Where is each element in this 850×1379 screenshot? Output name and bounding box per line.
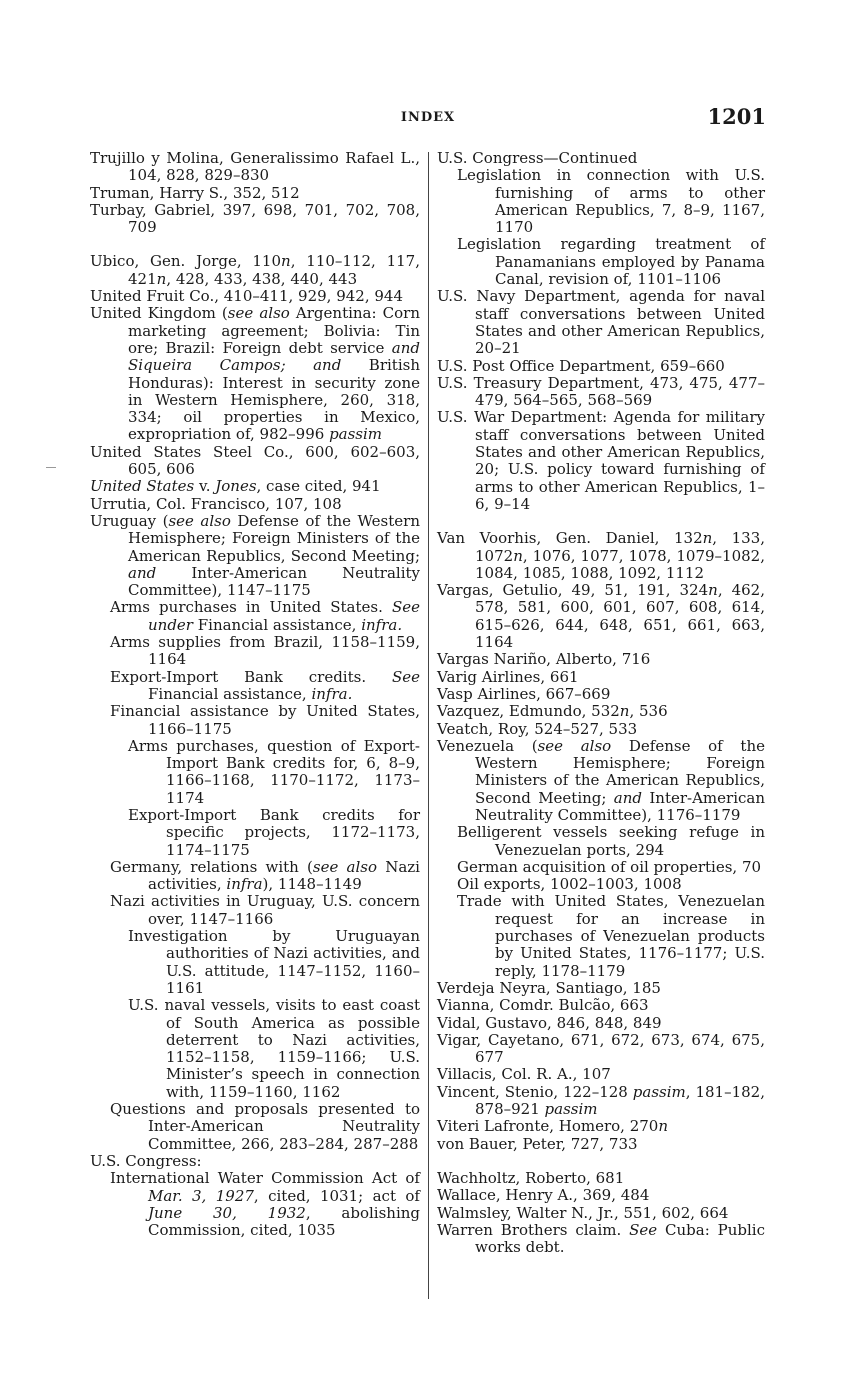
entry-text: see also (312, 857, 378, 876)
entry-text: Warren Brothers claim. (437, 1220, 630, 1239)
entry-text: International Water Commission Act of (110, 1169, 420, 1188)
entry-text: see also (168, 511, 231, 530)
entry-text: n (702, 529, 713, 548)
index-entry (437, 1205, 765, 1222)
entry-text: , abolishing Commission, cited, 1035 (148, 1203, 420, 1240)
index-entry (437, 1066, 765, 1083)
margin-mark (46, 467, 56, 468)
entry-text: Export-Import Bank credits for specific projects, 1172–1173, 1174–1175 (128, 805, 420, 859)
entry-text: See under (148, 598, 420, 634)
index-entry (437, 1118, 765, 1135)
entry-text: n (619, 702, 630, 721)
entry-text: Nazi activities, (148, 857, 420, 894)
entry-text: passim (632, 1082, 686, 1101)
entry-text: Export-Import Bank credits. (110, 667, 392, 686)
index-entry (90, 305, 420, 443)
index-subentry (437, 859, 765, 876)
index-entry (437, 1032, 765, 1067)
entry-text: U.S. Congress—Continued (437, 149, 638, 167)
index-entry (437, 1222, 765, 1257)
entry-text: Vincent, Stenio, 122–128 (437, 1082, 633, 1101)
index-entry (90, 253, 420, 288)
entry-text: U.S. War Department: Agenda for military staff conversations between United States and other American Republics, 20; U.S. policy toward furnishing of arms to other American Republics, 1–6, 9–14 (437, 408, 765, 513)
entry-text: Walmsley, Walter N., Jr., 551, 602, 664 (437, 1203, 729, 1222)
entry-text: See (391, 667, 420, 686)
entry-text: see also (537, 736, 612, 755)
entry-text: United States Steel Co., 600, 602–603, 605, 606 (90, 442, 420, 479)
entry-text: Wallace, Henry A., 369, 484 (437, 1186, 650, 1205)
entry-text: Questions and proposals presented to Inter-American Neutrality Committee, 266, 283–284, 287–288 (110, 1100, 420, 1153)
entry-text: , 536 (629, 702, 668, 721)
entry-text: United Fruit Co., 410–411, 929, 942, 944 (90, 287, 404, 306)
entry-text: Trade with United States, Venezuelan request for an increase in purchases of Venezuelan products by United States, 1176–1177; U.S. reply, 1178–1179 (457, 892, 765, 980)
entry-text: Jones (215, 477, 257, 496)
index-subentry (90, 807, 420, 859)
entry-text: passim (544, 1100, 598, 1119)
index-entry (437, 375, 765, 410)
entry-text: Vazquez, Edmundo, 532 (437, 702, 620, 721)
entry-text: See (629, 1220, 658, 1239)
entry-text: Legislation in connection with U.S. furnishing of arms to other American Republics, 7, 8–9, 1167, 1170 (457, 166, 765, 237)
index-entry (90, 1153, 420, 1170)
index-entry (437, 1136, 765, 1153)
index-subentry (90, 1101, 420, 1153)
index-entry (437, 669, 765, 686)
entry-text: Inter-American Neutrality Committee), 1176–1179 (475, 788, 765, 824)
entry-text: Arms supplies from Brazil, 1158–1159, 1164 (110, 633, 420, 669)
entry-text: , 462, 578, 581, 600, 601, 607, 608, 614, 615–626, 644, 648, 651, 661, 663, 1164 (475, 581, 765, 652)
entry-text: Truman, Harry S., 352, 512 (90, 183, 300, 202)
index-entry (437, 721, 765, 738)
entry-text: n (513, 546, 523, 565)
index-entry (437, 1084, 765, 1119)
entry-text: Arms purchases in United States. (110, 598, 392, 617)
index-entry (90, 496, 420, 513)
entry-text: Verdeja Neyra, Santiago, 185 (437, 978, 661, 997)
entry-text: and (128, 563, 157, 582)
entry-text: Cuba: Public works debt. (475, 1220, 766, 1257)
entry-text: Vasp Airlines, 667–669 (437, 684, 611, 703)
index-subentry (90, 1170, 420, 1239)
index-entry (437, 738, 765, 824)
entry-text: United States (90, 477, 195, 496)
index-entry (90, 478, 420, 495)
entry-text: Inter-American Neutrality Committee), 1147–1175 (128, 563, 420, 600)
entry-text: , cited, 1031; act of (253, 1186, 420, 1205)
entry-text: , case cited, 941 (256, 477, 381, 496)
entry-text: Uruguay ( (90, 511, 169, 530)
entry-text: Arms purchases, question of Export-Import Bank credits for, 6, 8–9, 1166–1168, 1170–1172, 1173–1174 (128, 736, 420, 807)
entry-text: June 30, 1932 (148, 1203, 306, 1222)
entry-text: n (156, 269, 167, 288)
entry-text: Financial assistance, (192, 615, 362, 634)
index-column-left (90, 150, 420, 1239)
entry-text: Mar. 3, 1927 (148, 1186, 254, 1205)
entry-text: Argentina: Corn marketing agreement; Bolivia: Tin ore; Brazil: Foreign debt service (128, 304, 420, 357)
index-subentry (90, 859, 420, 894)
index-entry (437, 1015, 765, 1032)
index-subentry (437, 167, 765, 236)
running-head-title: INDEX (400, 110, 456, 125)
entry-text: U.S. Post Office Department, 659–660 (437, 356, 725, 375)
index-subentry (90, 703, 420, 738)
entry-text: Veatch, Roy, 524–527, 533 (437, 719, 638, 738)
entry-text: ), 1148–1149 (262, 875, 362, 894)
page-number: 1201 (707, 104, 766, 129)
index-subentry (90, 669, 420, 704)
index-entry (437, 530, 765, 582)
entry-text: Legislation regarding treatment of Panamanians employed by Panama Canal, revision of, 1101–1106 (457, 235, 765, 289)
entry-text: British Honduras): Interest in security zone in Western Hemisphere, 260, 318, 334; oil properties in Mexico, expropriation of, 982–996 (128, 356, 420, 444)
entry-text: Financial assistance, (148, 684, 312, 703)
index-entry (437, 288, 765, 357)
entry-text: , 428, 433, 438, 440, 443 (166, 269, 358, 288)
index-entry (437, 980, 765, 997)
entry-text: Investigation by Uruguayan authorities of Nazi activities, and U.S. attitude, 1147–1152, 1160–1161 (128, 927, 420, 997)
index-entry (437, 358, 765, 375)
entry-text: Vargas, Getulio, 49, 51, 191, 324 (437, 581, 709, 600)
entry-text: German acquisition of oil properties, 70 (457, 857, 762, 876)
index-subentry (90, 928, 420, 997)
index-entry (437, 651, 765, 668)
index-entry (437, 1187, 765, 1204)
entry-text: Vidal, Gustavo, 846, 848, 849 (437, 1013, 662, 1032)
entry-text: see also (227, 304, 290, 323)
entry-text: Viteri Lafronte, Homero, 270 (437, 1117, 659, 1136)
entry-text: n (658, 1117, 669, 1136)
entry-text: von Bauer, Peter, 727, 733 (437, 1134, 638, 1153)
index-subentry (437, 824, 765, 859)
entry-text: Vigar, Cayetano, 671, 672, 673, 674, 675, 677 (437, 1030, 765, 1067)
entry-text: , 1076, 1077, 1078, 1079–1082, 1084, 1085, 1088, 1092, 1112 (475, 546, 765, 582)
index-entry (90, 202, 420, 237)
index-entry (90, 185, 420, 202)
entry-text: Varig Airlines, 661 (437, 667, 579, 686)
entry-text: U.S. Treasury Department, 473, 475, 477–479, 564–565, 568–569 (437, 373, 765, 410)
entry-text: v. (194, 477, 216, 496)
index-entry (90, 288, 420, 305)
index-entry (90, 444, 420, 479)
index-entry (437, 686, 765, 703)
page-header (90, 104, 766, 134)
entry-text: Belligerent vessels seeking refuge in Venezuelan ports, 294 (457, 823, 765, 859)
index-subentry (437, 236, 765, 288)
entry-text: Venezuela ( (437, 736, 538, 755)
entry-text: Villacis, Col. R. A., 107 (437, 1065, 611, 1084)
entry-text: and Siqueira Campos; and (128, 338, 420, 375)
index-subentry (437, 893, 765, 979)
entry-text: Defense of the Western Hemisphere; Foreign Ministers of the American Republics, Second Meeting; (128, 511, 420, 565)
entry-text: Germany, relations with ( (110, 857, 313, 876)
entry-text: n (281, 252, 291, 271)
entry-text: passim (329, 425, 383, 444)
entry-text: Turbay, Gabriel, 397, 698, 701, 702, 708, 709 (90, 200, 420, 237)
index-entry (437, 703, 765, 720)
index-entry (437, 1170, 765, 1187)
index-subentry (90, 599, 420, 634)
entry-text: Financial assistance by United States, 1166–1175 (110, 702, 420, 738)
entry-text: Van Voorhis, Gen. Daniel, 132 (437, 529, 703, 548)
entry-text: U.S. Congress: (90, 1151, 202, 1170)
index-subentry (90, 893, 420, 928)
entry-text: Vianna, Comdr. Bulcão, 663 (437, 996, 649, 1015)
index-entry (437, 409, 765, 513)
index-subentry (437, 876, 765, 893)
entry-text: n (708, 581, 718, 600)
entry-text: Wachholtz, Roberto, 681 (437, 1168, 625, 1187)
entry-text: , 110–112, 117, 421 (128, 252, 420, 288)
entry-text: infra. (361, 615, 403, 634)
index-entry (90, 150, 420, 185)
entry-text: Trujillo y Molina, Generalissimo Rafael L., 104, 828, 829–830 (90, 149, 420, 185)
index-subentry (90, 738, 420, 807)
entry-text: Defense of the Western Hemisphere; Foreign Ministers of the American Republics, Second Meeting; (475, 736, 765, 807)
entry-text: United Kingdom ( (90, 304, 228, 323)
entry-text: Vargas Nariño, Alberto, 716 (437, 650, 651, 669)
entry-text: Nazi activities in Uruguay, U.S. concern over, 1147–1166 (110, 892, 420, 928)
entry-text: U.S. Navy Department, agenda for naval staff conversations between United States and other American Republics, 20–21 (437, 287, 765, 358)
entry-text: U.S. naval vessels, visits to east coast of South America as possible deterrent to Nazi activities, 1152–1158, 1159–1166; U.S. Minister’s speech in connection with, 1159–1160, 1162 (128, 996, 420, 1101)
entry-text: infra (226, 875, 263, 894)
index-entry (90, 513, 420, 599)
entry-text: Urrutia, Col. Francisco, 107, 108 (90, 494, 342, 513)
entry-text: Oil exports, 1002–1003, 1008 (457, 875, 682, 894)
entry-text: , 133, 1072 (475, 529, 766, 565)
column-divider (428, 152, 429, 1299)
entry-text: , 181–182, 878–921 (475, 1082, 765, 1119)
index-column-right (437, 150, 765, 1256)
entry-text: infra. (311, 684, 353, 703)
entry-text: and (613, 788, 643, 807)
index-entry (437, 997, 765, 1014)
entry-text: Ubico, Gen. Jorge, 110 (90, 252, 282, 271)
index-entry (437, 582, 765, 651)
index-entry (437, 150, 765, 167)
index-subentry (90, 634, 420, 669)
index-subentry (90, 997, 420, 1101)
